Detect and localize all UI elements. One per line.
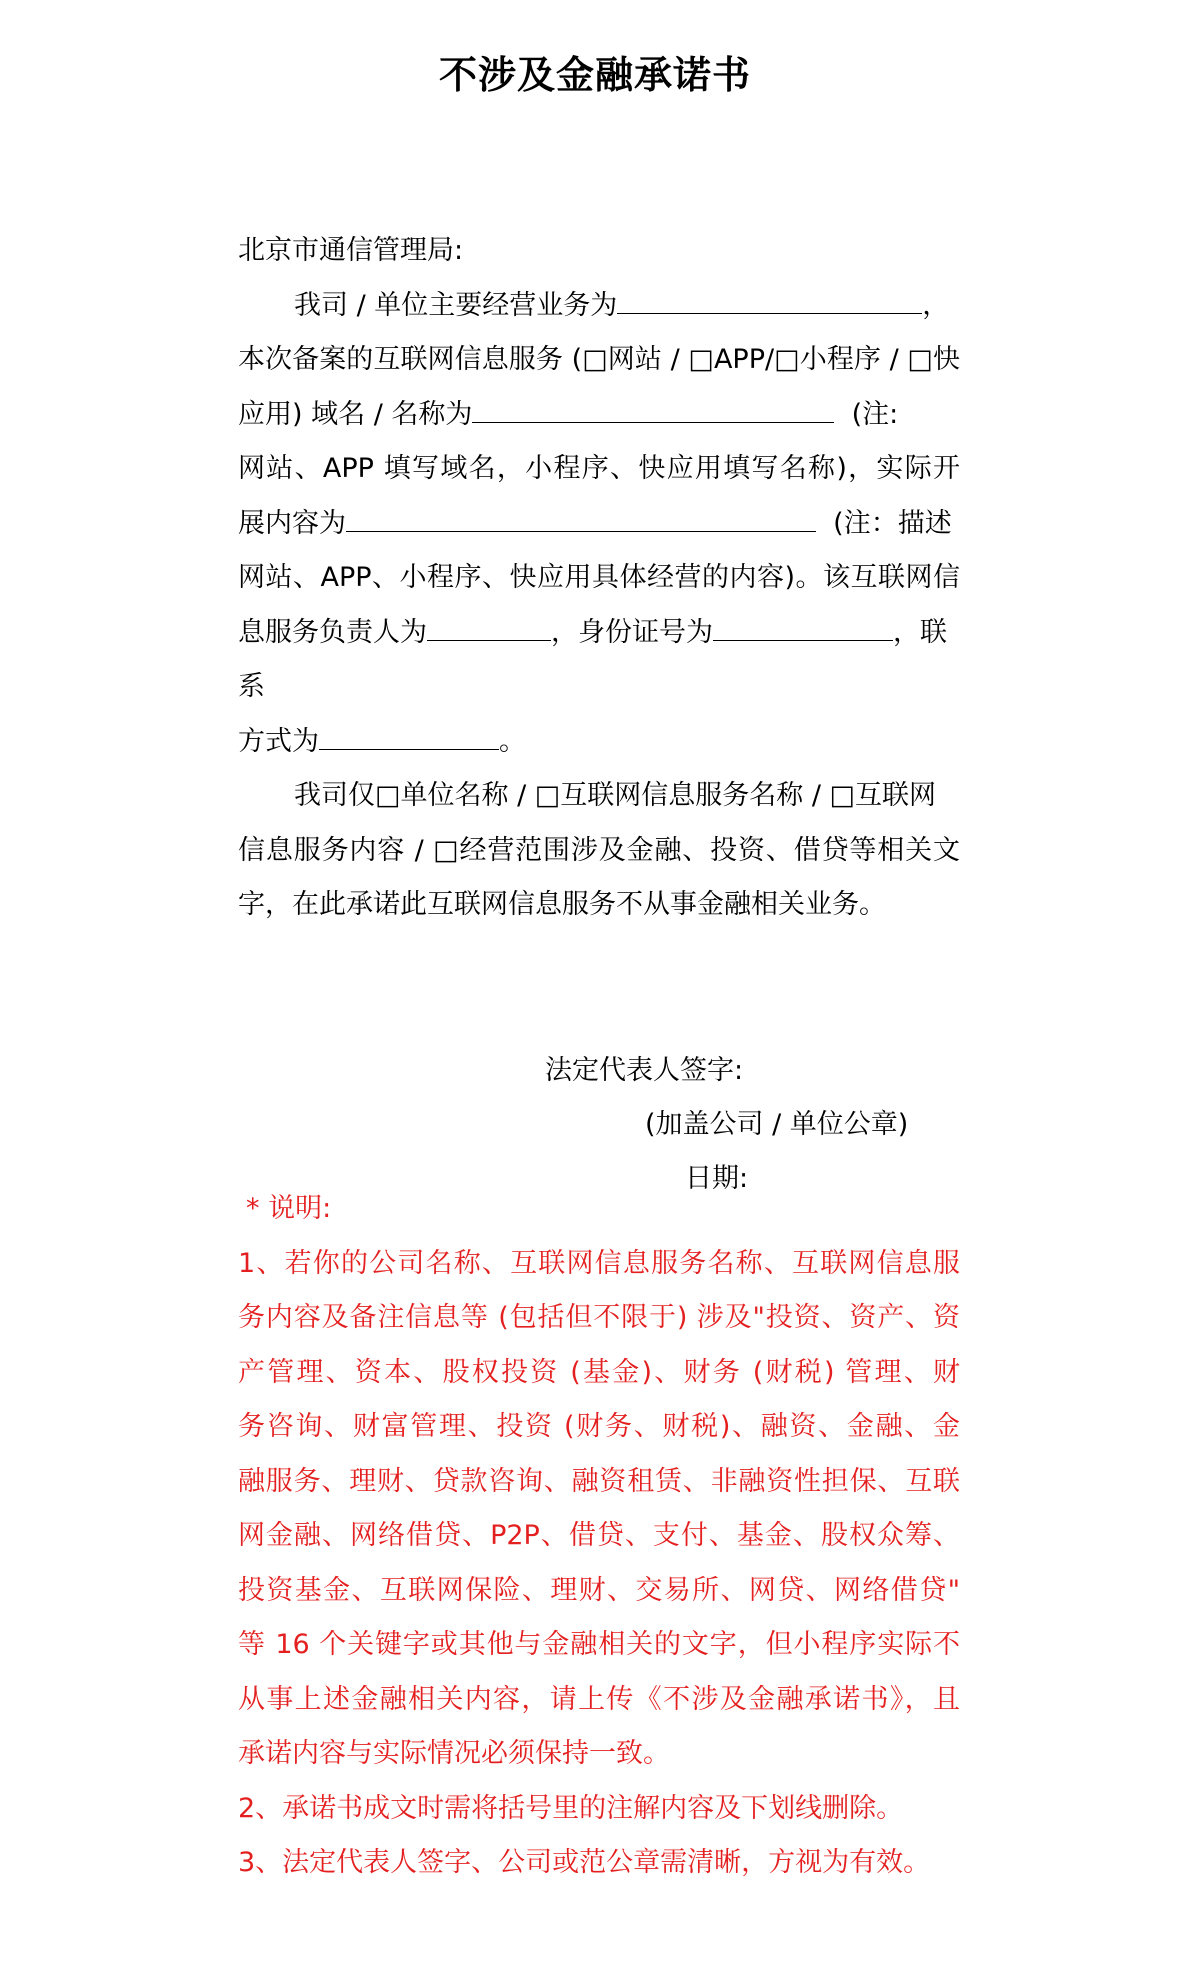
para1-line5: 展内容为 (注：描述 — [238, 497, 960, 552]
para2-line2: 信息服务内容 / □经营范围涉及金融、投资、借贷等相关文 — [238, 834, 960, 866]
para1-line3: 应用) 域名 / 名称为 (注: — [238, 388, 960, 443]
note2: 2、承诺书成文时需将括号里的注解内容及下划线删除。 — [238, 1792, 904, 1824]
para1-line1: 我司 / 单位主要经营业务为 ， — [238, 279, 960, 334]
note1-line10: 承诺内容与实际情况必须保持一致。 — [238, 1738, 670, 1769]
content-blank — [346, 501, 816, 532]
note3: 3、法定代表人签字、公司或范公章需清晰，方视为有效。 — [238, 1847, 931, 1878]
para1-line7: 息服务负责人为 ，身份证号为 ，联 — [238, 606, 960, 661]
para1-line6: 网站、APP、小程序、快应用具体经营的内容)。该互联网信 — [238, 562, 960, 593]
addressee: 北京市通信管理局: — [238, 235, 464, 266]
company-seal: (加盖公司 / 单位公章) — [645, 1109, 909, 1140]
note1-line3: 产管理、资本、股权投资 (基金)、财务 (财税) 管理、财 — [238, 1356, 960, 1388]
domain-name-blank — [472, 392, 834, 423]
letter-body — [238, 224, 960, 933]
note1-line7: 投资基金、互联网保险、理财、交易所、网贷、网络借贷" — [238, 1574, 960, 1606]
note1-line4: 务咨询、财富管理、投资 (财务、财税)、融资、金融、金 — [238, 1411, 960, 1442]
notes-heading: * 说明: — [246, 1193, 332, 1224]
manager-blank — [427, 610, 551, 641]
signature-date: 日期: — [685, 1163, 749, 1194]
para1-line8: 系 — [238, 671, 265, 702]
note1-line6: 网金融、网络借贷、P2P、借贷、支付、基金、股权众筹、 — [238, 1520, 960, 1551]
para2-line1: 我司仅□单位名称 / □互联网信息服务名称 / □互联网 — [294, 780, 937, 811]
para1-line9: 方式为 。 — [238, 715, 960, 770]
legal-rep-signature: 法定代表人签字: — [545, 1055, 744, 1086]
notes-section — [238, 1182, 960, 1891]
note1-line5: 融服务、理财、贷款咨询、融资租赁、非融资性担保、互联 — [238, 1465, 960, 1497]
note1-line8: 等 16 个关键字或其他与金融相关的文字，但小程序实际不 — [238, 1629, 960, 1660]
contact-blank — [319, 719, 499, 750]
para1-line2: 本次备案的互联网信息服务 (□网站 / □APP/□小程序 / □快 — [238, 344, 960, 375]
para2-line3: 字，在此承诺此互联网信息服务不从事金融相关业务。 — [238, 889, 886, 920]
business-blank — [617, 283, 922, 314]
document-title: 不涉及金融承诺书 — [438, 53, 751, 97]
note1-line2: 务内容及备注信息等 (包括但不限于) 涉及"投资、资产、资 — [238, 1302, 960, 1333]
note1-line1: 1、若你的公司名称、互联网信息服务名称、互联网信息服 — [238, 1247, 960, 1279]
id-number-blank — [713, 610, 893, 641]
para1-line4: 网站、APP 填写域名，小程序、快应用填写名称)，实际开 — [238, 453, 960, 484]
note1-line9: 从事上述金融相关内容，请上传《不涉及金融承诺书》，且 — [238, 1683, 960, 1715]
